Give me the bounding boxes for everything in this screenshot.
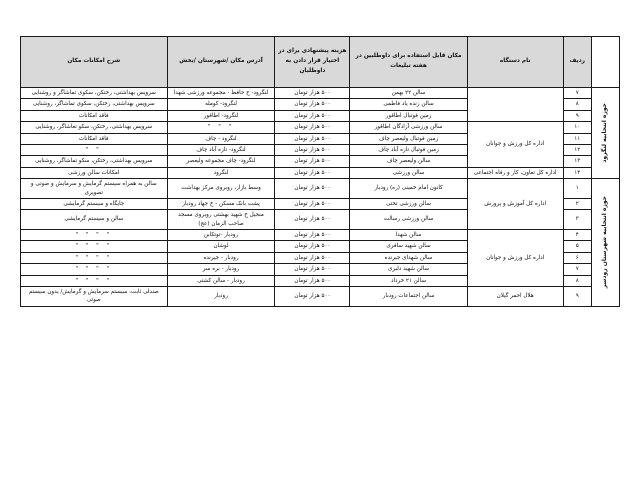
row-number-cell: ۵ xyxy=(563,241,591,252)
header-row-number: ردیف xyxy=(563,37,591,88)
cost-cell: ۵۰۰ هزار تومان xyxy=(275,275,350,286)
venue-cell: سالن ورزشی آزادگان اطاقور xyxy=(350,122,467,133)
facilities-cell: امکانات سالن ورزشی xyxy=(21,167,168,178)
facilities-cell: سرویس بهداشتی، رختکن، سکو تعاشاگر، روشنایی xyxy=(21,122,168,133)
facilities-cell: سالن و سیستم گرمایشی xyxy=(21,210,168,230)
row-number-cell: ۳ xyxy=(563,210,591,230)
cost-cell: ۵۰۰ هزار تومان xyxy=(275,198,350,209)
venue-cell: سالن شهدا xyxy=(350,230,467,241)
table-row xyxy=(21,88,620,99)
venue-cell: سالن شهید دلبری xyxy=(350,264,467,275)
address-cell: رودبار - جیرنده xyxy=(167,252,275,263)
row-number-cell: ۱ xyxy=(563,179,591,199)
cost-cell: ۵۰۰ هزار تومان xyxy=(275,122,350,133)
row-number-cell: ۲ xyxy=(563,198,591,209)
row-number-cell: ۷ xyxy=(563,264,591,275)
address-cell: لنگرود - چاف xyxy=(167,133,275,144)
facilities-cell: " " " " xyxy=(21,230,168,241)
table-row xyxy=(21,287,620,307)
row-number-cell: ۸ xyxy=(563,275,591,286)
header-row xyxy=(21,37,620,88)
cost-cell: ۵۰۰ هزار تومان xyxy=(275,264,350,275)
row-number-cell: ۹ xyxy=(563,110,591,121)
venue-cell: سالن ۲۲ بهمن xyxy=(350,88,467,99)
electoral-district-group-label xyxy=(591,179,619,307)
venue-cell: سالن زنده یاد فاطمی xyxy=(350,99,467,110)
address-cell: لنگرود- خ حافظ - مجموعه ورزشی شهدا xyxy=(167,88,275,99)
electoral-district-group-label xyxy=(591,88,619,179)
venue-cell: زمین فوتبال اطاقور xyxy=(350,110,467,121)
organization-cell: اداره کل آموزش و پرورش xyxy=(467,179,563,230)
facilities-cell: فاقد امکانات xyxy=(21,110,168,121)
facilities-cell: صندلی ثابت، سیستم سرمایش و گرمایش/ بدون سیستم صوتی xyxy=(21,287,168,307)
address-cell: " " " xyxy=(167,122,275,133)
header-address: آدرس مکان /شهرستان /بخش xyxy=(167,37,275,88)
address-cell: وسط بازار، روبروی مرکز بهداشت xyxy=(167,179,275,199)
cost-cell: ۵۰۰ هزار تومان xyxy=(275,179,350,199)
address-cell: رودبار - سالن کشتی xyxy=(167,275,275,286)
venues-table-container xyxy=(20,36,620,307)
organization-cell: اداره کل ورزش و جوانان xyxy=(467,122,563,168)
address-cell: رودبار - بره سر xyxy=(167,264,275,275)
facilities-cell: " " xyxy=(21,144,168,155)
address-cell: لوشان xyxy=(167,241,275,252)
row-number-cell: ۱۱ xyxy=(563,133,591,144)
table-row xyxy=(21,230,620,241)
header-organization: نام دستگاه xyxy=(467,37,563,88)
cost-cell: ۵۰۰ هزار تومان xyxy=(275,252,350,263)
row-number-cell: ۴ xyxy=(563,230,591,241)
venue-cell: سالن ورزشی xyxy=(350,167,467,178)
address-cell: لنگرود- تازه آباد چاف xyxy=(167,144,275,155)
row-number-cell: ۷ xyxy=(563,88,591,99)
group-label-text: حوزه انتخابیه لنگرود xyxy=(601,103,609,163)
facilities-cell: " " " " xyxy=(21,241,168,252)
cost-cell: ۵۰۰ هزار تومان xyxy=(275,241,350,252)
venue-cell: سالن اجتماعات رودبار xyxy=(350,287,467,307)
cost-cell: ۵۰۰ هزار تومان xyxy=(275,230,350,241)
venues-table xyxy=(20,36,620,307)
facilities-cell: فاقد امکانات xyxy=(21,133,168,144)
group-label-text: حوزه انتخابیه شهرستان رودسر xyxy=(601,196,609,289)
venue-cell: کانون امام خمینی (ره) رودبار xyxy=(350,179,467,199)
cost-cell: ۵۰۰ هزار تومان xyxy=(275,99,350,110)
cost-cell: ۵۰۰ هزار تومان xyxy=(275,110,350,121)
venue-cell: سالن ورزشی تختی xyxy=(350,198,467,209)
address-cell: منجیل خ شهید بهشتی روبروی مسجد صاحب الزمان (عج) xyxy=(167,210,275,230)
cost-cell: ۵۰۰ هزار تومان xyxy=(275,210,350,230)
address-cell: لنگرود- اطاقور xyxy=(167,110,275,121)
address-cell: پشت بانک مسکن - خ جهاد رودبار xyxy=(167,198,275,209)
table-row xyxy=(21,122,620,133)
header-corner-blank xyxy=(591,37,619,88)
facilities-cell: سرویس بهداشتی، رختکن، سکو تماشاگر، روشنایی xyxy=(21,156,168,167)
organization-cell: هلال احمر گیلان xyxy=(467,287,563,307)
header-venue: مکان قابل استفاده برای داوطلبین در هفته تبلیغات xyxy=(350,37,467,88)
cost-cell: ۵۰۰ هزار تومان xyxy=(275,133,350,144)
organization-cell xyxy=(467,88,563,122)
cost-cell: ۵۰۰ هزار تومان xyxy=(275,88,350,99)
table-row xyxy=(21,167,620,178)
address-cell: لنگرود xyxy=(167,167,275,178)
header-facilities: شرح امکانات مکان xyxy=(21,37,168,88)
venue-cell: سالن شهید سافری xyxy=(350,241,467,252)
venue-cell: زمین فوتبال ولیعصر چاف xyxy=(350,133,467,144)
table-header xyxy=(21,37,620,88)
address-cell: رودبار -توتکابن xyxy=(167,230,275,241)
row-number-cell: ۸ xyxy=(563,99,591,110)
cost-cell: ۵۰۰ هزار تومان xyxy=(275,156,350,167)
facilities-cell: " " " " xyxy=(21,252,168,263)
venue-cell: سالن ۲۱ خرداد xyxy=(350,275,467,286)
cost-cell: ۵۰۰ هزار تومان xyxy=(275,167,350,178)
address-cell: لنگرود- چاف مجموعه ولیعصر xyxy=(167,156,275,167)
row-number-cell: ۶ xyxy=(563,252,591,263)
facilities-cell: جایگاه و سیستم گرمایشی xyxy=(21,198,168,209)
table-body xyxy=(21,88,620,307)
cost-cell: ۵۰۰ هزار تومان xyxy=(275,144,350,155)
address-cell: لنگرود- کومله xyxy=(167,99,275,110)
header-cost: هزینه پیشنهادی برای در اختیار قرار دادن به داوطلبان xyxy=(275,37,350,88)
address-cell: رودبار xyxy=(167,287,275,307)
row-number-cell: ۹ xyxy=(563,287,591,307)
organization-cell: اداره کل ورزش و جوانان xyxy=(467,230,563,287)
row-number-cell: ۱۴ xyxy=(563,167,591,178)
organization-cell: اداره کل تعاون، کار و رفاه اجتماعی xyxy=(467,167,563,178)
facilities-cell: سرویس بهداشتی، رختکن، سکوی تماشاگر، روشنایی xyxy=(21,99,168,110)
facilities-cell: " " " " xyxy=(21,275,168,286)
venue-cell: سالن ولیعصر چاف xyxy=(350,156,467,167)
venue-cell: زمین فوتبال تازه آباد چاف xyxy=(350,144,467,155)
facilities-cell: سالن به همراه سیستم گرمایش و سرمایش و صوتی و تصویری xyxy=(21,179,168,199)
facilities-cell: سرویس بهداشتی، رختکن، سکوی تماشاگر و روشنایی xyxy=(21,88,168,99)
facilities-cell: " " " " xyxy=(21,264,168,275)
row-number-cell: ۱۳ xyxy=(563,156,591,167)
row-number-cell: ۱۲ xyxy=(563,144,591,155)
venue-cell: سالن شهدای جیرنده xyxy=(350,252,467,263)
venue-cell: سالن ورزشی رسالت xyxy=(350,210,467,230)
row-number-cell: ۱۰ xyxy=(563,122,591,133)
cost-cell: ۵۰۰ هزار تومان xyxy=(275,287,350,307)
table-row xyxy=(21,179,620,199)
